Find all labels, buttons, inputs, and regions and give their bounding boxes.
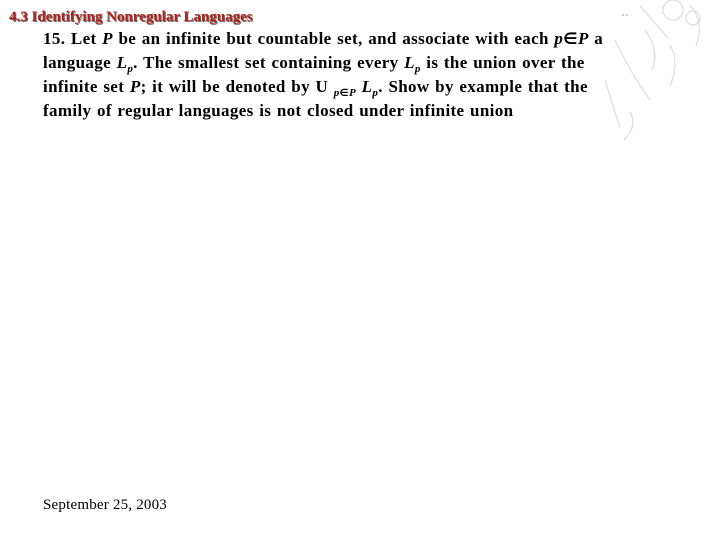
problem-line-3 [43,75,673,99]
text-fragment: . Show by example that the [378,77,588,96]
problem-number: 15. Let [43,29,103,48]
text-fragment: language [43,53,117,72]
text-fragment: . The smallest set containing every [133,53,405,72]
element-of-symbol: ∈ [339,88,349,99]
problem-line-4: family of regular languages is not closed under infinite union [43,101,514,120]
text-fragment: ; it will be denoted by [140,77,316,96]
text-fragment: is the union over the [420,53,585,72]
var-p: p [554,29,564,48]
var-Lp [404,53,421,75]
problem-statement [43,27,673,123]
var-P: P [102,29,113,48]
union-symbol: U [315,77,329,96]
union-index [334,87,356,99]
var-P: P [348,87,357,99]
text-fragment: infinite set [43,77,130,96]
subscript-p: p [372,87,379,99]
element-of-symbol: ∈ [563,29,578,48]
var-P: P [577,29,589,48]
var-p: p [333,87,340,99]
var-L: L [116,53,128,72]
footer-date: September 25, 2003 [43,497,167,513]
var-P: P [129,77,141,96]
problem-line-2 [43,51,673,75]
subscript-p: p [414,63,421,75]
text-fragment: a [588,29,604,48]
problem-line-1 [43,27,673,51]
var-Lp [116,53,134,75]
var-L: L [404,53,415,72]
slide-heading: 4.3 Identifying Nonregular Languages [9,9,253,25]
text-fragment: be an infinite but countable set, and associate with each [112,29,555,48]
subscript-p: p [127,63,134,75]
var-Lp [361,77,379,99]
var-L: L [361,77,373,96]
